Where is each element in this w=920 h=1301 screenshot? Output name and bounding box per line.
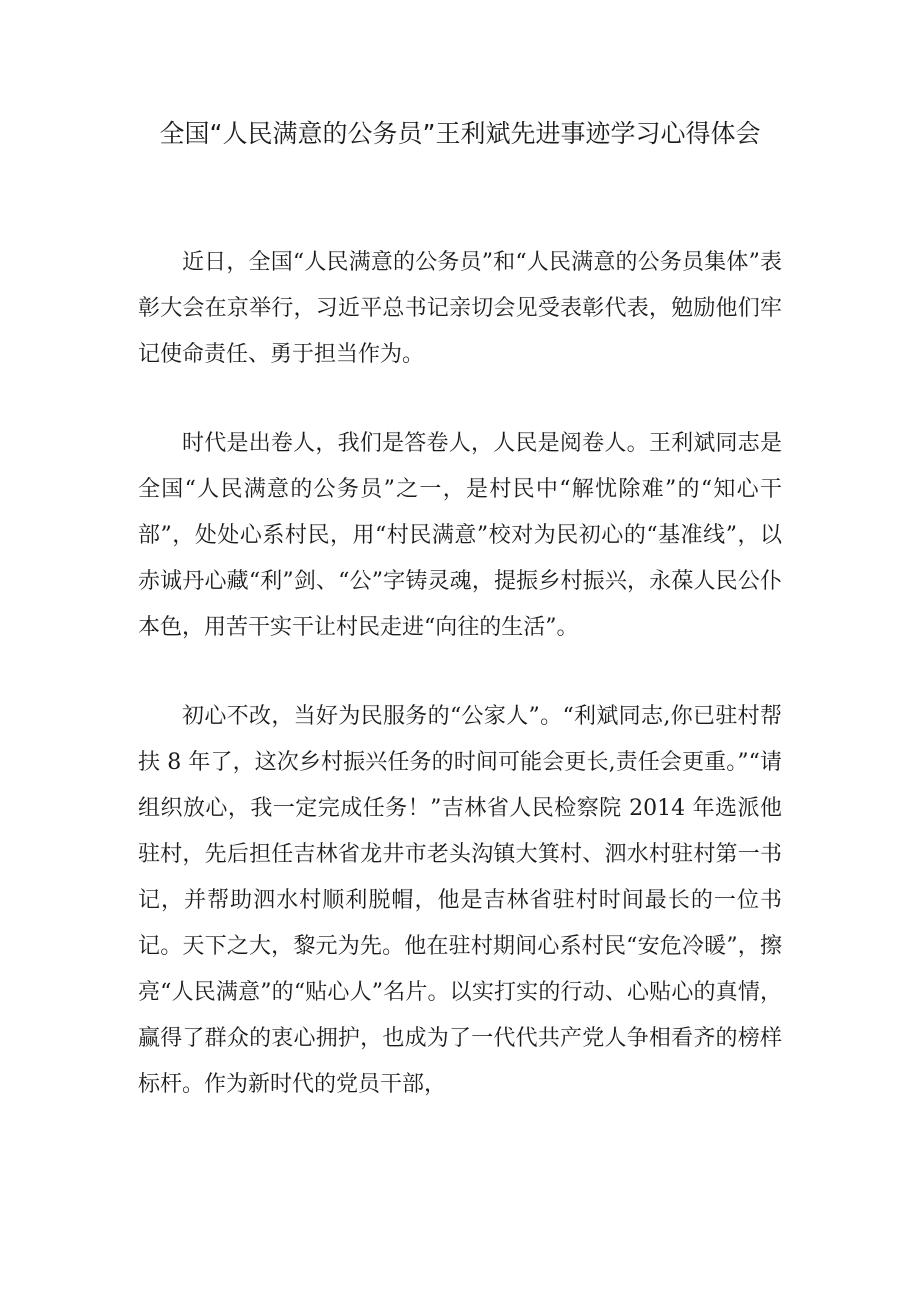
paragraph-3: 初心不改，当好为民服务的“公家人”。“利斌同志,你已驻村帮扶 8 年了，这次乡村振兴任务的时间可能会更长,责任会更重。”“请组织放心，我一定完成任务！”吉林省人民检察院 2014 年选派他驻村，先后担任吉林省龙井市老头沟镇大箕村、泗水村驻村第一书记，并帮助泗水村顺利脱帽，他是吉林省驻村时间最长的一位书记。天下之大，黎元为先。他在驻村期间心系村民“安危冷暖”，擦亮“人民满意”的“贴心人”名片。以实打实的行动、心贴心的真情，赢得了群众的衷心拥护，也成为了一代代共产党人争相看齐的榜样标杆。作为新时代的党员干部， — [138, 704, 782, 1097]
paragraph-2: 时代是出卷人，我们是答卷人，人民是阅卷人。王利斌同志是全国“人民满意的公务员”之一，是村民中“解忧除难”的“知心干部”，处处心系村民，用“村民满意”校对为民初心的“基准线”，以赤诚丹心藏“利”剑、“公”字铸灵魂，提振乡村振兴，永葆人民公仆本色，用苦干实干让村民走进“向往的生活”。 — [138, 431, 782, 640]
document-title: 全国“人民满意的公务员”王利斌先进事迹学习心得体会 — [159, 119, 761, 148]
paragraph-1: 近日，全国“人民满意的公务员”和“人民满意的公务员集体”表彰大会在京举行，习近平总书记亲切会见受表彰代表，勉励他们牢记使命责任、勇于担当作为。 — [138, 250, 782, 367]
document-body — [138, 240, 782, 1151]
